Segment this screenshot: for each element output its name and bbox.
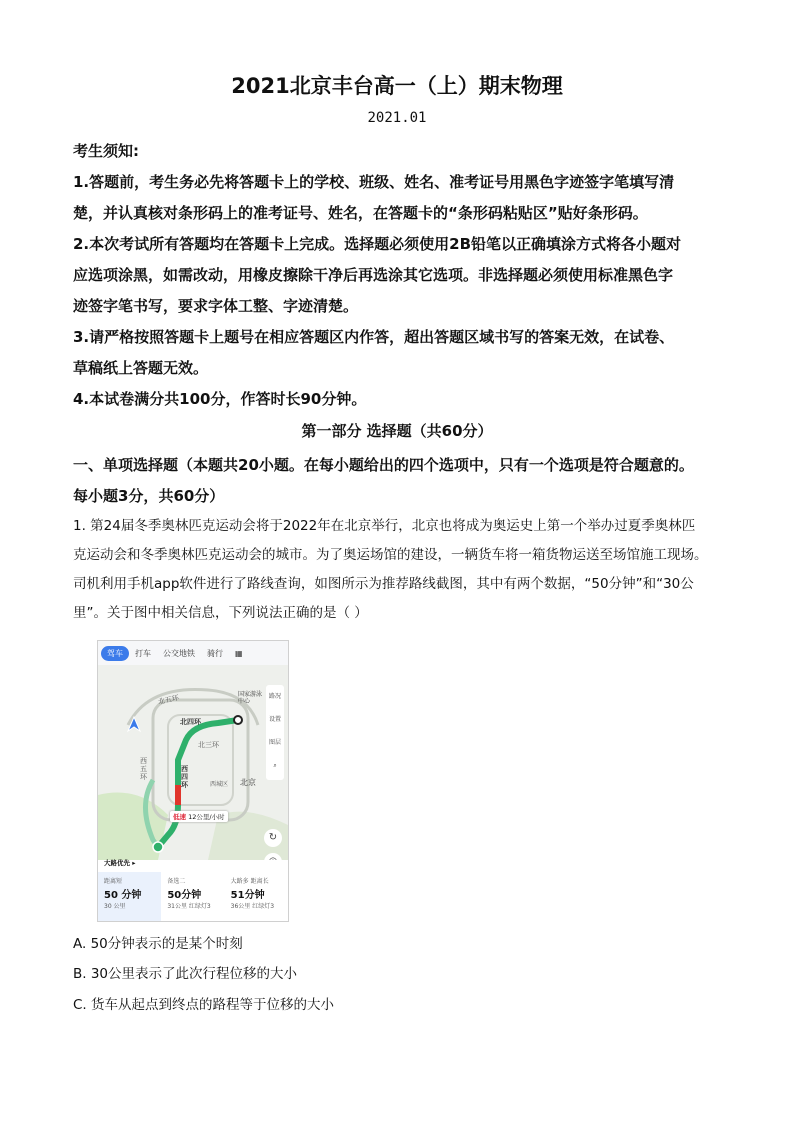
tab-taxi: 打车 (135, 648, 151, 658)
route-option-1[interactable] (98, 872, 161, 921)
route-distance: 30 公里 (104, 903, 126, 910)
question-line: 里”。关于图中相关信息，下列说法正确的是（ ） (73, 605, 368, 621)
section-heading-line: 每小题3分，共60分） (73, 487, 225, 505)
option-a: A. 50分钟表示的是某个时刻 (73, 936, 243, 952)
label-north-4th-ring: 北四环 (180, 718, 201, 726)
question-line: 司机利用手机app软件进行了路线查询，如图所示为推荐路线截图，其中有两个数据，“50分钟”和“30公 (73, 576, 694, 592)
tab-transit: 公交地铁 (163, 648, 195, 658)
start-marker (234, 716, 242, 724)
route-option-3[interactable] (225, 872, 288, 921)
label-national-stadium: 国家游泳中心 (238, 691, 263, 705)
tab-bike: 骑行 (207, 648, 223, 658)
notice-line: 草稿纸上答题无效。 (73, 359, 209, 377)
route-time: 50分钟 (167, 890, 202, 901)
label-west-4th-ring: 西四环 (181, 765, 188, 789)
option-b: B. 30公里表示了此次行程位移的大小 (73, 966, 298, 982)
label-west-5th-ring: 西五环 (140, 757, 147, 781)
search-icon[interactable]: ⌕ (273, 762, 277, 769)
map-tab-bar (98, 641, 288, 665)
route-options-panel (98, 860, 288, 921)
speed-value: 12公里/小时 (188, 813, 225, 821)
section-heading-line: 一、单项选择题（本题共20小题。在每小题给出的四个选项中，只有一个选项是符合题意的。 (73, 456, 694, 474)
question-line: 1. 第24届冬季奥林匹克运动会将于2022年在北京举行，北京也将成为奥运史上第一个举办过夏季奥林匹 (73, 518, 696, 534)
route-preference[interactable]: 大路优先 ▸ (104, 859, 136, 867)
label-beijing: 北京 (240, 778, 256, 787)
section-title: 第一部分 选择题（共60分） (301, 422, 493, 440)
label-xicheng: 西城区 (210, 781, 229, 788)
label-north-3rd-ring: 北三环 (198, 741, 219, 749)
question-line: 克运动会和冬季奥林匹克运动会的城市。为了奥运场馆的建设，一辆货车将一箱货物运送至场馆施工现场。 (73, 547, 708, 563)
notice-line: 应选项涂黑，如需改动，用橡皮擦除干净后再选涂其它选项。非选择题必须使用标准黑色字 (73, 266, 674, 284)
tab-drive: 驾车 (101, 646, 129, 661)
notice-line: 4.本试卷满分共100分，作答时长90分钟。 (73, 390, 367, 408)
route-tag: 大路多 距离长 (230, 878, 269, 885)
route-time: 51分钟 (230, 890, 265, 901)
section-heading (73, 450, 733, 512)
notice-line: 3.请严格按照答题卡上题号在相应答题区内作答，超出答题区域书写的答案无效，在试卷、 (73, 328, 675, 346)
label-north-5th-ring: 北五环 (157, 693, 180, 707)
route-map-screenshot (97, 640, 289, 922)
tool-layers[interactable]: 图层 (268, 739, 281, 746)
notice-line: 楚，并认真核对条形码上的准考证号、姓名，在答题卡的“条形码粘贴区”贴好条形码。 (73, 204, 648, 222)
tool-traffic[interactable]: 路况 (268, 693, 281, 700)
speed-slow-label: 低速 (173, 813, 186, 821)
route-distance: 36公里 红绿灯3 (230, 903, 275, 910)
route-tag: 距离短 (104, 878, 123, 885)
notice-line: 迹签字笔书写，要求字体工整、字迹清楚。 (73, 297, 359, 315)
notice-line: 1.答题前，考生务必先将答题卡上的学校、班级、姓名、准考证号用黑色字迹签字笔填写清 (73, 173, 675, 191)
end-marker (153, 842, 163, 852)
refresh-icon[interactable]: ↻ (264, 829, 282, 847)
route-option-2[interactable] (161, 872, 224, 921)
exam-date: 2021.01 (367, 110, 427, 126)
notice-line: 2.本次考试所有答题均在答题卡上完成。选择题必须使用2B铅笔以正确填涂方式将各小题对 (73, 235, 682, 253)
route-distance: 31公里 红绿灯3 (167, 903, 211, 910)
exam-title: 2021北京丰台高一（上）期末物理 (231, 74, 563, 98)
grid-icon: ▦ (235, 648, 243, 658)
candidate-notice (73, 136, 733, 415)
route-list (98, 872, 288, 921)
map-canvas (98, 665, 288, 860)
tool-settings[interactable]: 设置 (268, 716, 281, 723)
notice-heading: 考生须知: (73, 142, 139, 160)
speed-badge (170, 811, 228, 822)
question-1-stem (73, 512, 738, 628)
route-time: 50 分钟 (104, 890, 142, 901)
route-tag: 备选二 (167, 878, 186, 885)
map-tool-panel (266, 685, 284, 780)
option-c: C. 货车从起点到终点的路程等于位移的大小 (73, 997, 335, 1013)
